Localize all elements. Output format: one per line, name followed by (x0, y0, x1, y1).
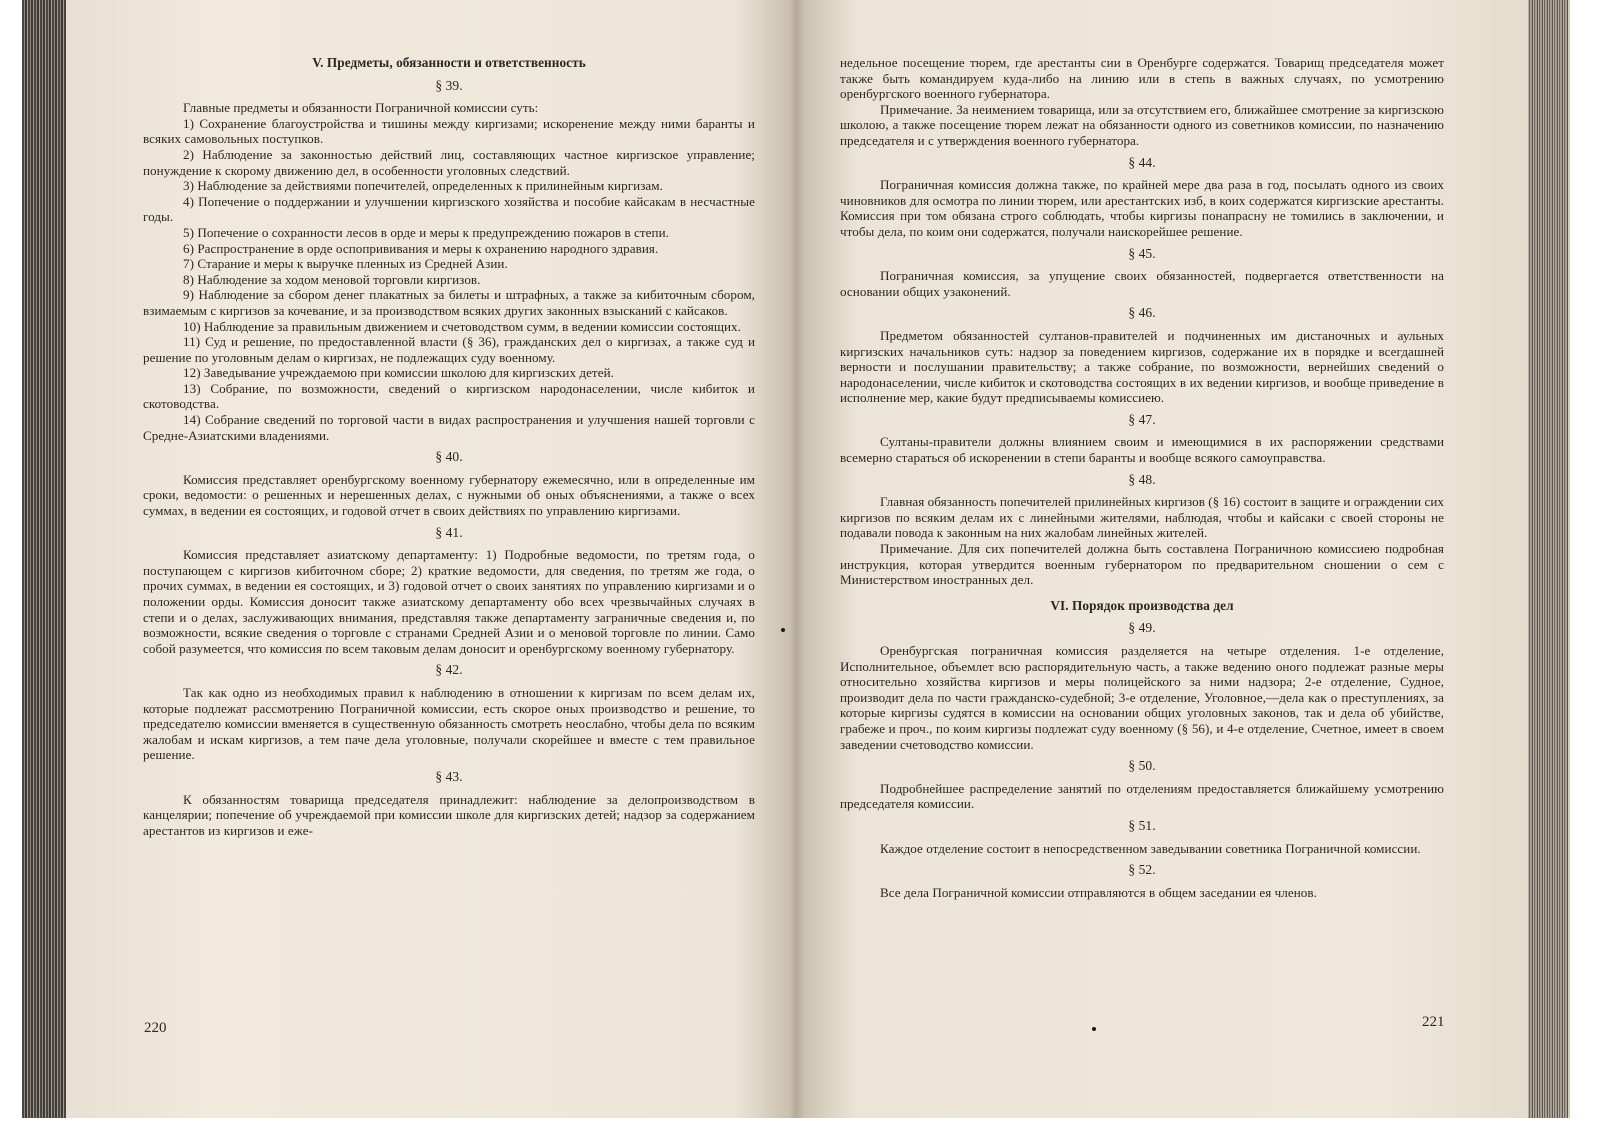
section-paragraph (143, 685, 755, 763)
page-number-left: 220 (144, 1020, 167, 1036)
right-top-paragraphs (840, 55, 1444, 149)
paragraph-text: 5) Попечение о сохранности лесов в орде и меры к предупреждению пожаров в степи. (183, 224, 669, 240)
section-number: § 49. (1128, 620, 1156, 636)
section-number: § 44. (1128, 154, 1156, 170)
paragraph-text: Все дела Пограничной комиссии отправляются в общем заседании ея членов. (880, 884, 1317, 900)
section-number: § 39. (435, 77, 463, 93)
left-page (143, 55, 755, 838)
chapter-heading: V. Предметы, обязанности и ответственность (312, 55, 586, 70)
paragraph-text: Примечание. Для сих попечителей должна быть составлена Пограничною комиссиею подробная инструкция, которая утвердится военным губернатором по предварительном сношении о сем с Министерством иностранных дел. (840, 541, 1444, 588)
paragraph-text: Главные предметы и обязанности Пограничной комиссии суть: (183, 100, 539, 116)
section-number: § 41. (435, 524, 463, 540)
paragraph-text: Пограничная комиссия, за упущение своих обязанностей, подвергается ответственности на основании общих узаконений. (840, 268, 1444, 299)
section-paragraph (840, 177, 1444, 239)
section-paragraph (143, 100, 755, 116)
section-paragraph (143, 412, 755, 443)
paragraph-text: 6) Распространение в орде оспопрививания и меры к охранению народного здравия. (183, 240, 659, 256)
section-number: § 46. (1128, 305, 1156, 321)
paragraph-text: Комиссия представляет азиатскому департаменту: 1) Подробные ведомости, по третям года, о поступающем с киргизов кибиточном сборе; 2) краткие ведомости, для сведения, по третям же года, о прочих суммах, в ведении ея состоящих, и 3) годовой отчет о своих занятиях по управлению киргизами и о положении орды. Комиссия доносит также азиатскому департаменту обо всех чрезвычайных случаях в степи и о делах, заслуживающих внимания, представляя также департаменту заграничные сведения и, по возможности, всякие сведения о торговле с странами Средней Азии и о меновой торговле по линии. Само собой разумеется, что комиссия по всем таковым делам доносит и оренбургскому военному губернатору. (143, 547, 755, 656)
paragraph-text: Оренбургская пограничная комиссия разделяется на четыре отделения. 1-е отделение, Исполнительное, объемлет всю распорядительную часть, а также ведению оного подлежат разные меры относительно хозяйства киргизов и меры полицейского за ними надзора; 2-е отделение, Судное, производит дела по части гражданско-судебной; 3-е отделение, Уголовное,—дела как о преступлениях, за которые киргизы судятся в комиссии на основании общих уголовных законов, так и дела об убийстве, грабеже и проч., по коим киргизы подлежат суду военному (§ 56), и 4-е отделение, Счетное, имеет в своем заведении счетоводство комиссии. (840, 643, 1444, 752)
section-paragraph (143, 287, 755, 318)
paragraph-text: Главная обязанность попечителей прилинейных киргизов (§ 16) состоит в защите и ограждении сих киргизов по всяким делам их с линейными жителями, наблюдая, чтобы и кайсаки с своей стороны не подавали повода к законным на них жалобам линейных жителей. (840, 494, 1444, 541)
right-sections-2 (840, 620, 1444, 900)
page-edges-right (1528, 0, 1568, 1118)
ink-speck (1092, 1027, 1096, 1031)
section-paragraph (143, 472, 755, 519)
paragraph-text: Султаны-правители должны влиянием своим и имеющимися в их распоряжении средствами всемерно стараться об искоренении в степи баранты и вообще всякого самоуправства. (840, 434, 1444, 466)
section-paragraph (143, 241, 755, 257)
section-number: § 50. (1128, 758, 1156, 774)
page-number-right: 221 (1422, 1014, 1445, 1030)
section-paragraph (143, 547, 755, 656)
section-number: § 47. (1128, 411, 1156, 427)
section-number: § 40. (435, 449, 463, 465)
paragraph-text: Так как одно из необходимых правил к наблюдению в отношении к киргизам по всем делам их, которые подлежат рассмотрению Пограничной комиссии, есть скорое оных производство и решение, то председателю комиссии вменяется в существенную обязанность смотреть неослабно, чтобы дела по всяким жалобам и искам киргизов, а тем паче дела уголовные, получали скорейшее и вместе с тем правильное решение. (143, 684, 755, 763)
paragraph-text: Предметом обязанностей султанов-правителей и подчиненных им дистаночных и аульных киргизских начальников суть: надзор за поведением киргизов, содержание их в порядке и всегдашней верности и послушании правительству; а также собрание, по возможности, вернейших сведений о народонаселении, числе кибиток и скотоводства состоящих в их ведении киргизов, и вообще приведение в исполнение мер, какие будут предписываемы комиссиею. (840, 327, 1444, 406)
section-paragraph (143, 381, 755, 412)
paragraph-text: 1) Сохранение благоустройства и тишины между киргизами; искоренение между ними баранты и всяких самовольных поступков. (143, 115, 755, 147)
paragraph-text: Подробнейшее распределение занятий по отделениям предоставляется ближайшему усмотрению председателя комиссии. (840, 780, 1444, 812)
section-number: § 45. (1128, 245, 1156, 261)
section-paragraph (840, 494, 1444, 541)
right-page (840, 55, 1444, 900)
paragraph-text: Каждое отделение состоит в непосредственном заведывании советника Пограничной комиссии. (880, 840, 1421, 856)
section-paragraph (143, 256, 755, 272)
section-paragraph (840, 55, 1444, 102)
section-paragraph (143, 178, 755, 194)
section-number: § 51. (1128, 817, 1156, 833)
paragraph-text: 4) Попечение о поддержании и улучшении киргизского хозяйства и пособие кайсакам в несчастные годы. (143, 193, 755, 225)
right-sections (840, 155, 1444, 588)
paragraph-text: 9) Наблюдение за сбором денег плакатных за билеты и штрафных, а также за кибиточным сбором, взимаемым с киргизов за кочевание, и за производством всяких других законных взысканий с кайсаков. (143, 287, 755, 318)
section-paragraph (143, 334, 755, 365)
section-paragraph (840, 541, 1444, 588)
section-paragraph (143, 225, 755, 241)
chapter-heading-2: VI. Порядок производства дел (1050, 597, 1234, 613)
paragraph-text: недельное посещение тюрем, где арестанты сии в Оренбурге содержатся. Товарищ председателя может также быть командируем куда-либо на линию или в степь в важных случаях, по усмотрению оренбургского военного губернатора. (840, 55, 1444, 102)
section-paragraph (840, 268, 1444, 299)
section-paragraph (143, 116, 755, 147)
section-paragraph (143, 147, 755, 178)
paragraph-text: 7) Старание и меры к выручке пленных из Средней Азии. (183, 256, 508, 272)
section-paragraph (840, 102, 1444, 149)
section-number: § 48. (1128, 471, 1156, 487)
paragraph-text: 13) Собрание, по возможности, сведений о киргизском народонаселении, числе кибиток и скотоводства. (143, 380, 755, 412)
section-number: § 43. (435, 768, 463, 784)
section-paragraph (840, 841, 1444, 857)
section-number: § 42. (435, 662, 463, 678)
section-paragraph (840, 781, 1444, 812)
paragraph-text: Комиссия представляет оренбургскому военному губернатору ежемесячно, или в определенные им сроки, ведомости: о решенных и нерешенных делах, с нужными об оных объяснениями, а также о всех суммах, в ведении ея состоящих, и годовой отчет в своих действиях по управлению киргизами. (143, 471, 755, 519)
paragraph-text: 14) Собрание сведений по торговой части в видах распространения и улучшения нашей торговли с Средне-Азиатскими владениями. (143, 412, 755, 443)
ink-speck (781, 628, 785, 632)
paragraph-text: 2) Наблюдение за законностью действий лиц, составляющих частное киргизское управление; понуждение к скорому движению дел, в особенности уголовных следствий. (143, 146, 755, 178)
paragraph-text: 11) Суд и решение, по предоставленной власти (§ 36), гражданских дел о киргизах, а также суд и решение по уголовным делам о киргизах, не подлежащих суду военному. (143, 334, 755, 365)
paragraph-text: 3) Наблюдение за действиями попечителей, определенных к прилинейным киргизам. (183, 178, 663, 194)
left-sections (143, 78, 755, 839)
paragraph-text: Примечание. За неимением товарища, или за отсутствием его, ближайшее смотрение за киргизскою школою, а также посещение тюрем лежат на обязанности одного из советников комиссии, по назначению председателя и с утверждения военного губернатора. (840, 101, 1444, 148)
paragraph-text: 12) Заведывание учреждаемою при комиссии школою для киргизских детей. (183, 365, 614, 381)
section-paragraph (143, 792, 755, 839)
section-paragraph (840, 328, 1444, 406)
section-paragraph (840, 885, 1444, 901)
section-paragraph (143, 272, 755, 288)
section-paragraph (143, 365, 755, 381)
section-paragraph (840, 434, 1444, 465)
page-edges-left (22, 0, 66, 1118)
paragraph-text: К обязанностям товарища председателя принадлежит: наблюдение за делопроизводством в канцелярии; попечение об учреждаемой при комиссии школе для киргизских детей; надзор за содержанием арестантов из киргизов и еже- (143, 791, 755, 838)
paragraph-text: 10) Наблюдение за правильным движением и счетоводством сумм, в ведении комиссии состоящих. (183, 318, 741, 334)
section-paragraph (143, 319, 755, 335)
section-paragraph (840, 643, 1444, 752)
section-paragraph (143, 194, 755, 225)
paragraph-text: Пограничная комиссия должна также, по крайней мере два раза в год, посылать одного из своих чиновников для осмотра по линии тюрем, или арестантских изб, в коих содержатся киргизские арестанты. Комиссия при том обязана строго соблюдать, чтобы киргизы понапрасну не томились в заключении, и чтобы дела, по коим они содержатся, получали наискорейшее решение. (840, 177, 1444, 239)
paragraph-text: 8) Наблюдение за ходом меновой торговли киргизов. (183, 271, 481, 287)
section-number: § 52. (1128, 862, 1156, 878)
